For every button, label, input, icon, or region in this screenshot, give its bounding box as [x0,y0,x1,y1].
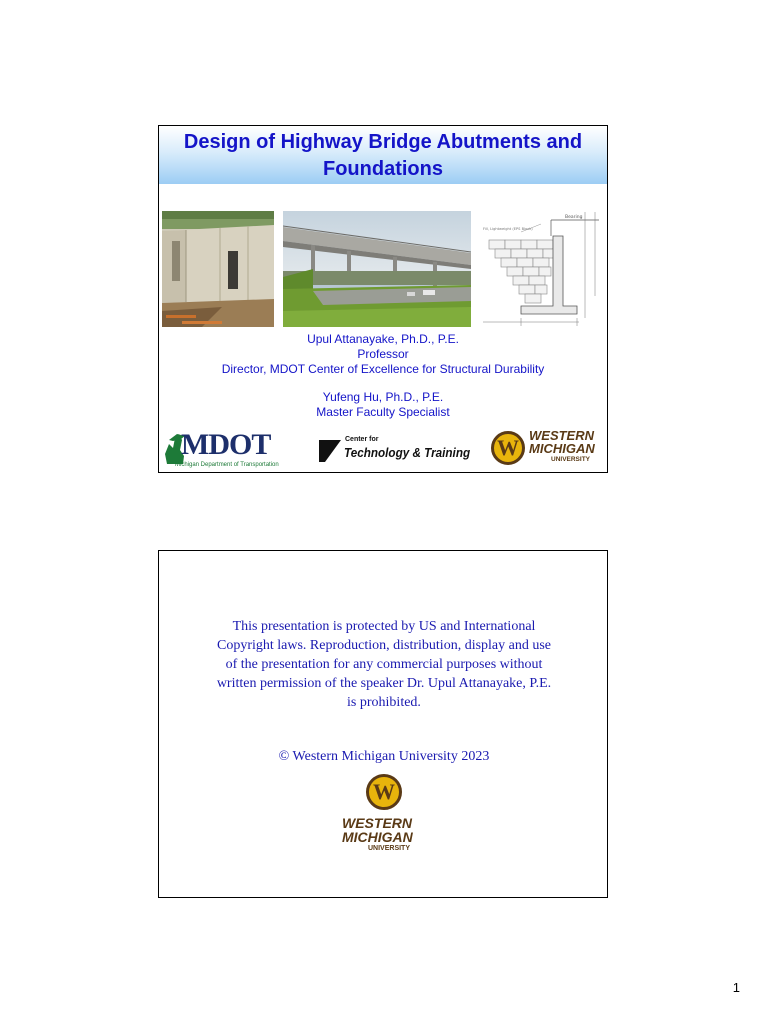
presenter-2-role: Master Faculty Specialist [316,405,450,419]
wmu-emblem-letter: W [373,779,395,804]
wmu-line-2: MICHIGAN [342,829,413,845]
presenter-1-name: Upul Attanayake, Ph.D., P.E. [307,332,459,346]
notice-line-4: written permission of the speaker Dr. Upul Attanayake, P.E. [216,676,552,691]
wmu-line-1: WESTERN [529,428,594,443]
bearing-label: Bearing [565,215,583,220]
title-line-2: Foundations [323,158,443,180]
slide-title [159,129,607,183]
wmu-emblem-icon [366,774,402,810]
wmu-line-1: WESTERN [342,815,412,831]
presenter-1-position: Director, MDOT Center of Excellence for Structural Durability [221,362,545,376]
copyright-slide [158,550,608,898]
wmu-logo-stacked [334,774,434,858]
wmu-line-3: UNIVERSITY [368,845,411,852]
notice-line-5: is prohibited. [347,695,421,710]
abutment-section-drawing [481,206,606,328]
abutment-wall-image [162,211,274,327]
ctt-main-text: Technology & Training [344,445,471,460]
title-line-1: Design of Highway Bridge Abutments and [183,131,583,153]
presenter-2-block [159,390,607,420]
presenter-1-role: Professor [357,347,409,361]
page-number: 1 [732,980,740,995]
copyright-notice [189,617,579,712]
notice-line-1: This presentation is protected by US and International [232,619,536,634]
wmu-emblem-icon [491,431,525,465]
notice-line-2: Copyright laws. Reproduction, distribution, display and use [216,638,552,653]
wmu-line-2: MICHIGAN [529,441,595,456]
mdot-subtitle: Michigan Department of Transportation [175,462,279,468]
mdot-wordmark: MDOT [181,428,271,461]
fill-label: Fill, Lightweight (EPS Block) [483,227,533,231]
ctt-mark-icon [319,438,343,464]
copyright-year: © Western Michigan University 2023 [278,749,490,764]
presenter-1-block [159,332,607,377]
presenter-2-name: Yufeng Hu, Ph.D., P.E. [322,390,444,404]
title-slide [158,125,608,473]
wmu-emblem-letter: W [497,435,519,460]
abutment-wall-photo [162,211,274,327]
abutment-section-diagram [481,206,606,328]
mdot-logo [163,430,295,470]
center-for-technology-training-logo [319,436,471,466]
wmu-logo [491,429,607,469]
ctt-small-text: Center for [345,436,379,443]
highway-bridge-image [283,211,471,327]
wmu-line-3: UNIVERSITY [551,456,591,463]
highway-bridge-photo [283,211,471,327]
notice-line-3: of the presentation for any commercial purposes without [225,657,543,672]
